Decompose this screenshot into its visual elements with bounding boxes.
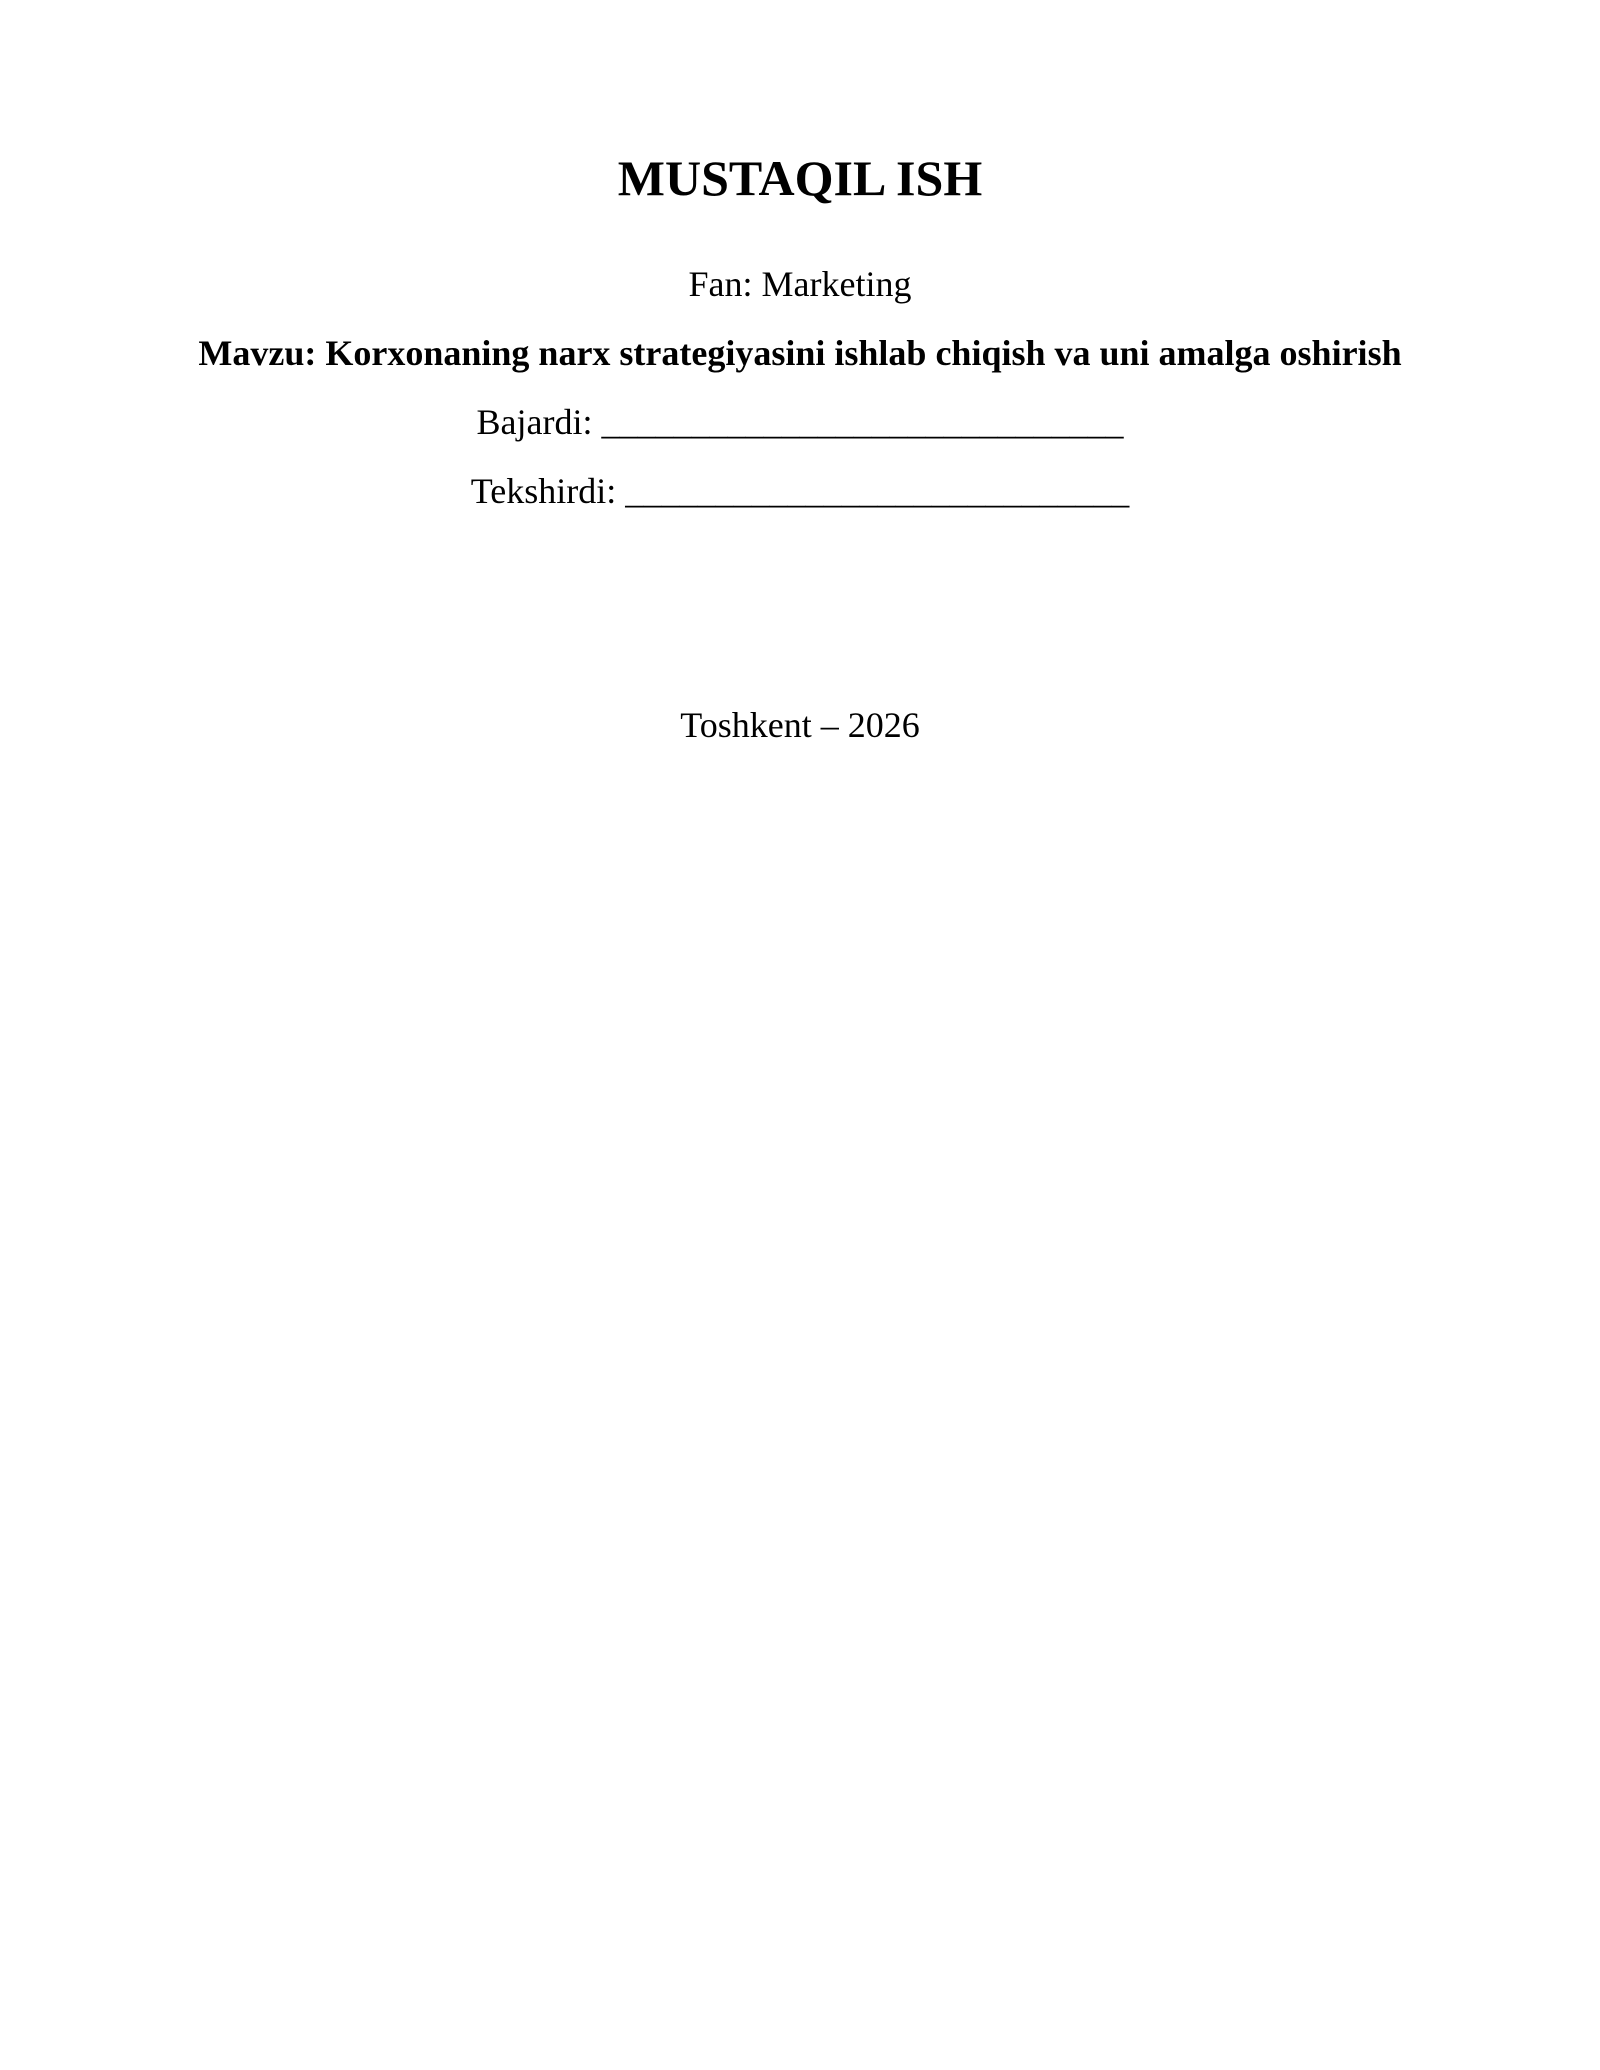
subject-line: Fan: Marketing <box>688 264 912 304</box>
topic-line: Mavzu: Korxonaning narx strategiyasini ishlab chiqish va uni amalga oshirish <box>198 333 1402 373</box>
checked-by-line: Tekshirdi: ____________________________ <box>470 471 1130 511</box>
city-year-line: Toshkent – 2026 <box>680 705 920 745</box>
document-title: MUSTAQIL ISH <box>617 150 983 206</box>
performed-by-line: Bajardi: _____________________________ <box>476 402 1124 442</box>
